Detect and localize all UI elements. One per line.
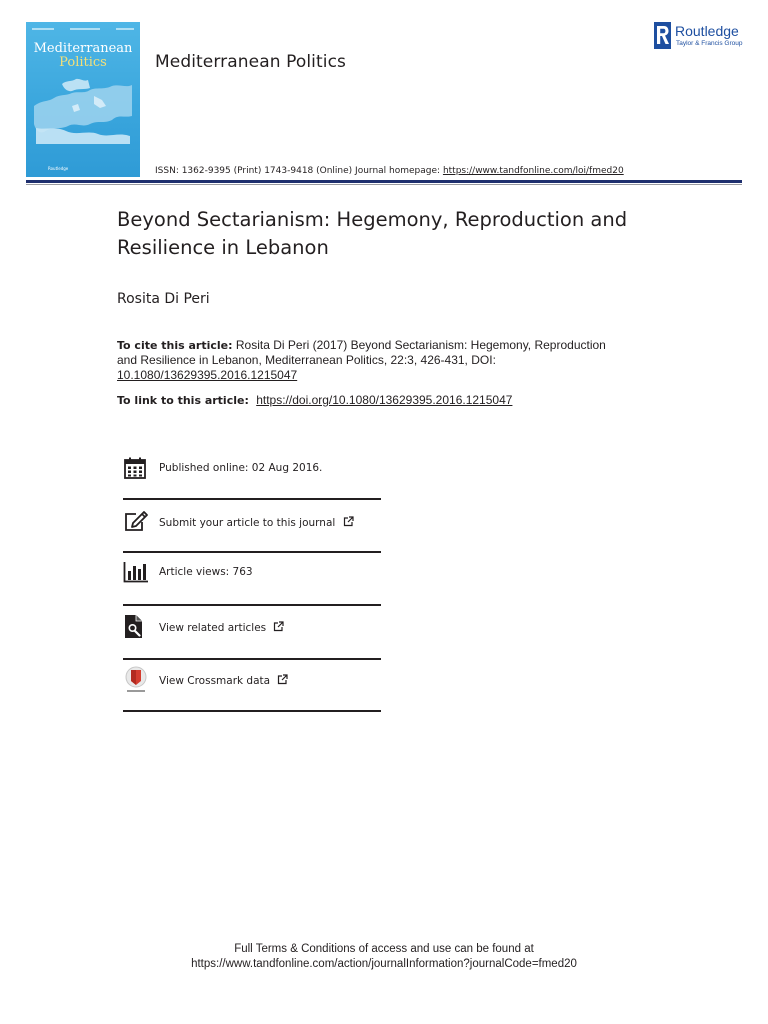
info-divider — [123, 551, 381, 553]
external-link-icon — [343, 516, 354, 527]
bar-chart-icon — [123, 558, 151, 586]
cover-title-line1: Mediterranean — [33, 41, 133, 56]
footer-terms-link[interactable]: https://www.tandfonline.com/action/journalInformation?journalCode=fmed20 — [191, 958, 577, 970]
cite-doi-link[interactable]: 10.1080/13629395.2016.1215047 — [117, 368, 298, 382]
cite-text: Rosita Di Peri (2017) Beyond Sectarianism: Hegemony, Reproduction and Resilience in Lebanon, Mediterranean Politics, 22:3, 426-431, DOI: — [117, 338, 606, 367]
issn-line — [155, 166, 624, 176]
info-divider — [123, 710, 381, 712]
crossmark-row[interactable] — [123, 666, 381, 694]
publisher-group: Taylor & Francis Group — [676, 40, 743, 47]
journal-title: Mediterranean Politics — [155, 52, 346, 72]
cover-title — [26, 42, 140, 70]
article-author: Rosita Di Peri — [117, 291, 210, 307]
edit-submit-icon — [123, 508, 151, 536]
header-rule-grey — [26, 184, 742, 185]
routledge-r-icon — [654, 22, 671, 49]
external-link-icon — [273, 621, 284, 632]
crossmark-link[interactable] — [159, 674, 288, 687]
journal-homepage-link[interactable]: https://www.tandfonline.com/loi/fmed20 — [442, 166, 624, 176]
related-articles-text: View related articles — [159, 621, 267, 634]
published-online-text: Published online: 02 Aug 2016. — [159, 462, 323, 474]
publisher-name: Routledge — [675, 23, 739, 39]
external-link-icon — [277, 674, 288, 685]
article-link-line — [117, 393, 512, 407]
article-views-text: Article views: 763 — [159, 566, 253, 578]
journal-cover-image — [26, 22, 140, 177]
cover-title-line2: Politics — [59, 55, 107, 70]
routledge-logo[interactable] — [654, 22, 754, 50]
crossmark-text: View Crossmark data — [159, 674, 271, 687]
info-divider — [123, 658, 381, 660]
article-doi-link[interactable]: https://doi.org/10.1080/13629395.2016.1215047 — [256, 393, 513, 407]
cite-label: To cite this article: — [117, 339, 233, 352]
issn-text: ISSN: 1362-9395 (Print) 1743-9418 (Online) Journal homepage: — [155, 166, 441, 176]
published-online-row — [123, 454, 381, 482]
calendar-icon — [123, 454, 151, 482]
mediterranean-map-icon — [32, 76, 134, 146]
info-divider — [123, 604, 381, 606]
footer-terms — [0, 942, 768, 972]
related-articles-link[interactable] — [159, 621, 284, 634]
submit-article-row[interactable] — [123, 508, 381, 536]
cover-top-rule — [32, 28, 134, 32]
header-rule-blue — [26, 180, 742, 183]
info-divider — [123, 498, 381, 500]
citation-block — [117, 338, 617, 383]
crossmark-icon — [123, 666, 151, 694]
footer-line1: Full Terms & Conditions of access and use can be found at — [234, 943, 534, 955]
article-title: Beyond Sectarianism: Hegemony, Reproduction and Resilience in Lebanon — [117, 208, 628, 259]
related-articles-row[interactable] — [123, 613, 381, 641]
link-label: To link to this article: — [117, 394, 249, 407]
cover-publisher-logo: Routledge — [48, 166, 69, 171]
submit-article-link[interactable] — [159, 516, 354, 529]
submit-article-text: Submit your article to this journal — [159, 516, 336, 529]
article-views-row — [123, 558, 381, 586]
search-document-icon — [123, 613, 151, 641]
